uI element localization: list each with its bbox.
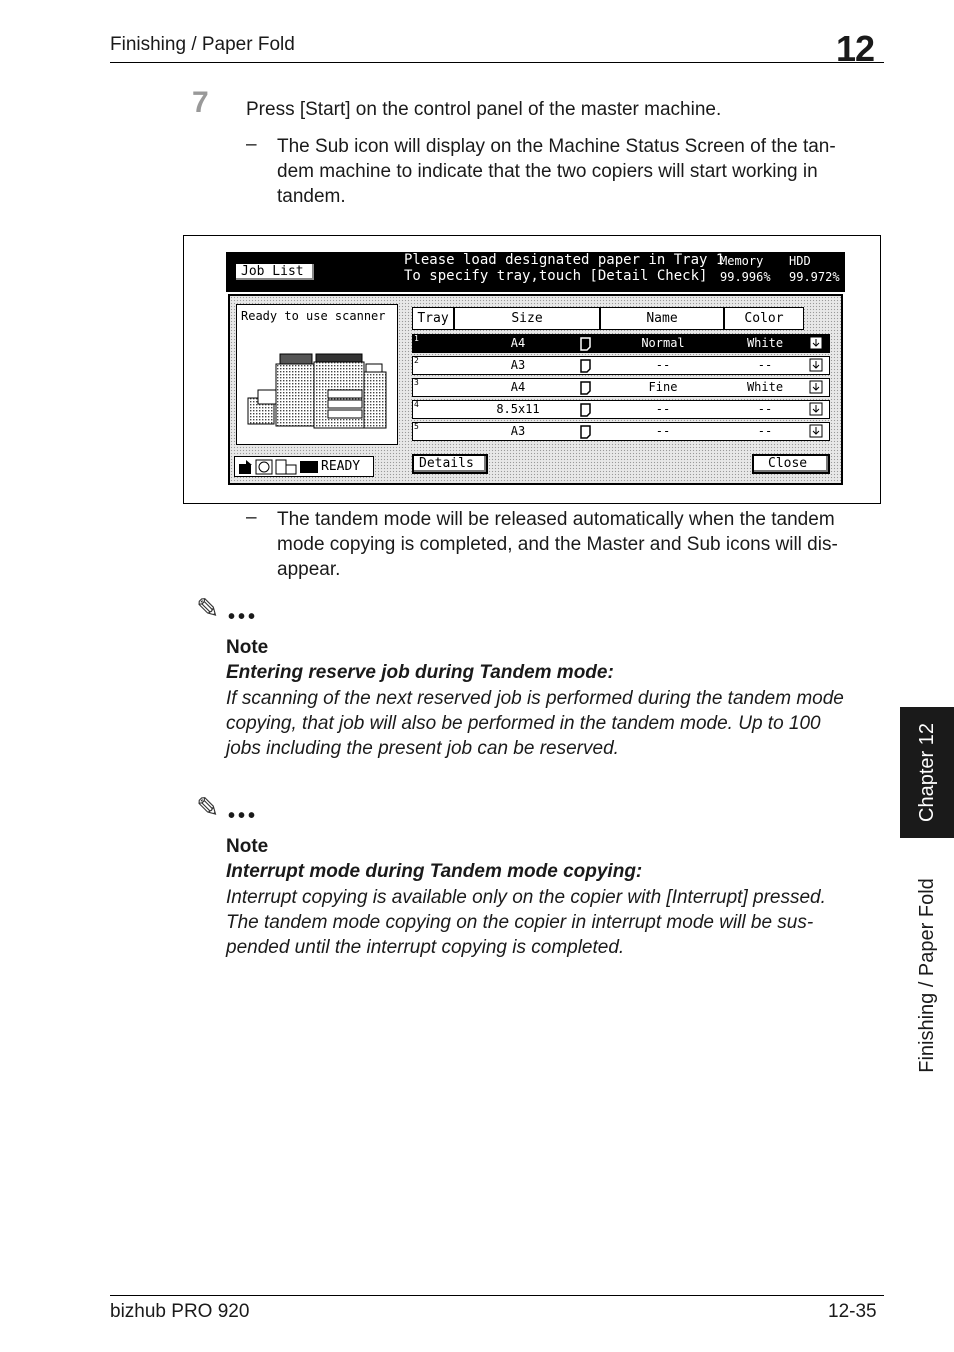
ellipsis-icon: ••• [228,805,259,827]
screen-message-line-1: Please load designated paper in Tray 1 [404,252,725,268]
col-header-color: Color [724,307,804,330]
paper-level-icon [805,357,827,374]
tray-paper-color: White [746,380,784,394]
chapter-tab-label: Chapter 12 [915,723,938,822]
note-body: Interrupt copying is available only on the copier with [Interrupt] pressed. The tandem mode copying on the copier in interrupt mode will be sus- pended until the interrupt copying is completed. [226,887,826,958]
bullet-dash: – [246,134,257,155]
paper-level-icon [805,335,827,352]
tray-paper-name: -- [655,402,671,416]
note-label: Note [226,637,269,658]
paper-orientation-icon [579,401,593,418]
paper-orientation-icon [579,357,593,374]
footer-rule [110,1295,884,1296]
bullet-2: The tandem mode will be released automatically when the tandem mode copying is completed, and the Master and Sub icons will dis- appear. [277,509,838,580]
close-button[interactable]: Close [752,454,830,474]
tray-size: A4 [510,336,526,350]
tray-size: A3 [510,358,526,372]
tray-row[interactable] [412,400,830,419]
tray-number: 2 [414,356,419,365]
hdd-value: 99.972% [789,270,840,284]
screen-message-line-2: To specify tray,touch [Detail Check] [404,268,708,284]
tray-paper-color: -- [757,424,773,438]
tray-row[interactable] [412,356,830,375]
tray-number: 1 [414,334,419,343]
job-list-button[interactable]: Job List [234,262,316,282]
tray-size: A3 [510,424,526,438]
col-header-name: Name [600,307,724,330]
ready-message: Ready to use scanner [241,309,386,323]
machine-status-screen [226,252,845,487]
ellipsis-icon: ••• [228,606,259,628]
paper-level-icon [805,401,827,418]
note-heading: Interrupt mode during Tandem mode copying: [226,861,643,882]
paper-level-icon [805,423,827,440]
memory-value: 99.996% [720,270,771,284]
memory-label: Memory [720,254,764,268]
status-icons [238,459,320,475]
tray-size: 8.5x11 [496,402,540,416]
step-text: Press [Start] on the control panel of the master machine. [246,99,722,120]
tray-number: 3 [414,378,419,387]
bullet-1: The Sub icon will display on the Machine Status Screen of the tan- dem machine to indicate that the two copiers will start working in tandem. [277,136,836,207]
paper-orientation-icon [579,379,593,396]
tray-paper-color: -- [757,358,773,372]
paper-orientation-icon [579,423,593,440]
section-tab-label: Finishing / Paper Fold [915,877,938,1073]
tray-paper-name: -- [655,358,671,372]
tray-size: A4 [510,380,526,394]
footer-page-number: 12-35 [828,1301,877,1322]
col-header-size: Size [454,307,600,330]
status-bar [234,456,374,477]
tray-paper-name: Fine [648,380,678,394]
tray-paper-color: -- [757,402,773,416]
tray-paper-name: Normal [641,336,685,350]
hdd-label: HDD [789,254,811,268]
tray-paper-color: White [746,336,784,350]
tray-number: 5 [414,422,419,431]
col-header-tray: Tray [412,307,454,330]
status-text: READY [321,459,361,474]
note-body: If scanning of the next reserved job is performed during the tandem mode copying, that job will also be performed in the tandem mode. Up to 100 jobs including the present job can be reserved. [226,688,844,759]
tray-row[interactable] [412,378,830,397]
tray-paper-name: -- [655,424,671,438]
note-heading: Entering reserve job during Tandem mode: [226,662,614,683]
pencil-icon: ✎ [196,792,220,823]
chapter-number: 12 [836,28,875,69]
running-header: Finishing / Paper Fold [110,34,295,55]
header-rule [110,62,884,63]
details-button[interactable]: Details [412,454,488,474]
tray-row[interactable] [412,334,830,353]
tray-number: 4 [414,400,419,409]
paper-level-icon [805,379,827,396]
tray-row[interactable] [412,422,830,441]
pencil-icon: ✎ [196,593,220,624]
bullet-dash: – [246,507,257,528]
step-number: 7 [192,86,209,119]
note-label: Note [226,836,269,857]
paper-orientation-icon [579,335,593,352]
copier-illustration-icon [244,350,390,432]
footer-product: bizhub PRO 920 [110,1301,250,1322]
